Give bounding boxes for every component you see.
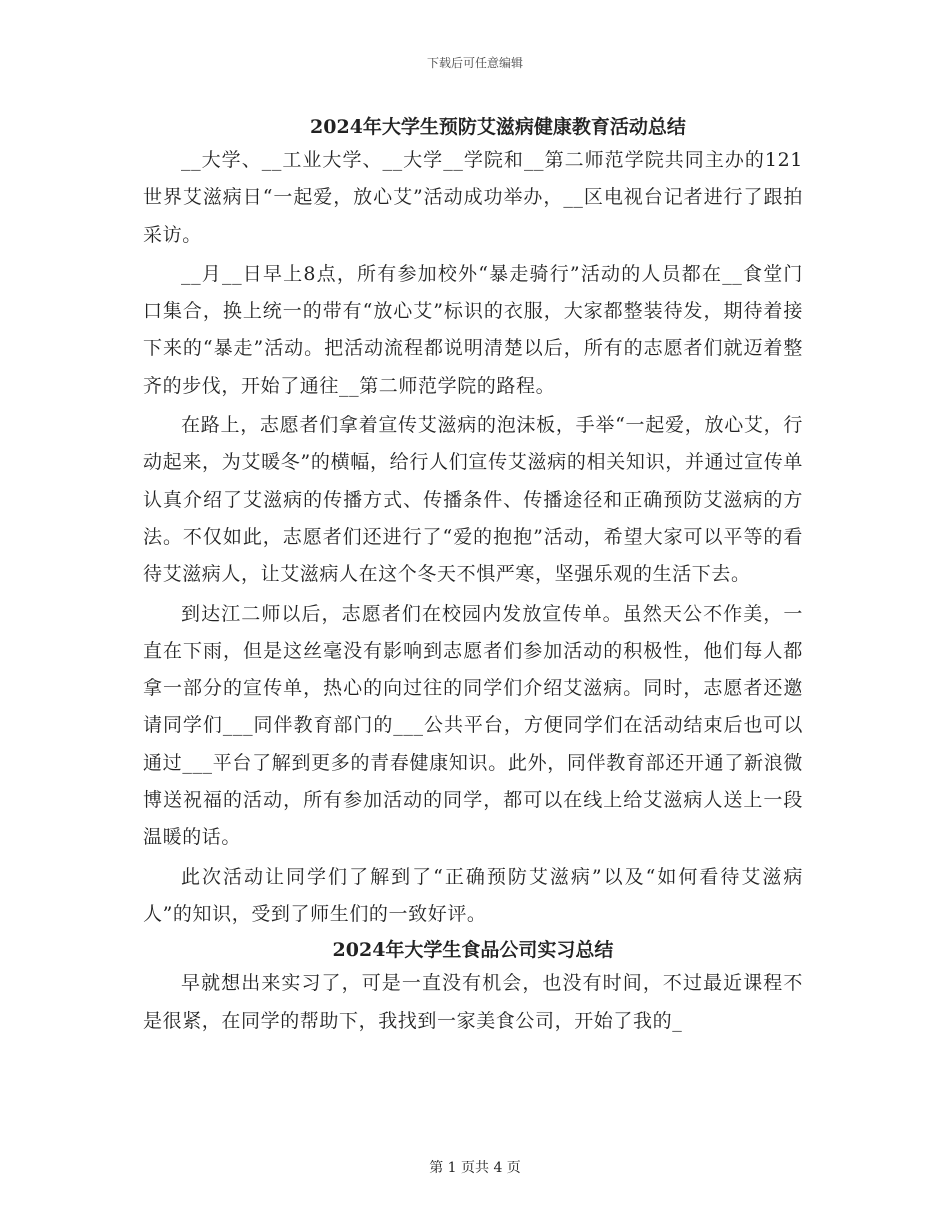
paragraph: 在路上，志愿者们拿着宣传艾滋病的泡沫板，手举“一起爱，放心艾，行动起来，为艾暖冬”的横幅，给行人们宣传艾滋病的相关知识，并通过宣传单认真介绍了艾滋病的传播方式、传播条件、传播途径和正确预防艾滋病的方法。不仅如此，志愿者们还进行了“爱的抱抱”活动，希望大家可以平等的看待艾滋病人，让艾滋病人在这个冬天不惧严寒，坚强乐观的生活下去。: [143, 414, 803, 586]
paragraph: 到达江二师以后，志愿者们在校园内发放宣传单。虽然天公不作美，一直在下雨，但是这丝毫没有影响到志愿者们参加活动的积极性，他们每人都拿一部分的宣传单，热心的向过往的同学们介绍艾滋病。同时，志愿者还邀请同学们___同伴教育部门的___公共平台，方便同学们在活动结束后也可以通过___平台了解到更多的青春健康知识。此外，同伴教育部还开通了新浪微博送祝福的活动，所有参加活动的同学，都可以在线上给艾滋病人送上一段温暖的话。: [143, 602, 803, 849]
page-footer: 第 1 页共 4 页: [429, 1160, 521, 1176]
document-body: [143, 112, 803, 1040]
paragraph: 早就想出来实习了，可是一直没有机会，也没有时间，不过最近课程不是很紧，在同学的帮助下，我找到一家美食公司，开始了我的_: [143, 972, 803, 1032]
page-header: 下载后可任意编辑: [426, 56, 523, 70]
article-title: 2024年大学生预防艾滋病健康教育活动总结: [310, 116, 686, 138]
paragraph: __大学、__工业大学、__大学__学院和__第二师范学院共同主办的121世界艾滋病日“一起爱，放心艾”活动成功举办，__区电视台记者进行了跟拍采访。: [143, 149, 803, 246]
paragraph: __月__日早上8点，所有参加校外“暴走骑行”活动的人员都在__食堂门口集合，换上统一的带有“放心艾”标识的衣服，大家都整装待发，期待着接下来的“暴走”活动。把活动流程都说明清楚以后，所有的志愿者们就迈着整齐的步伐，开始了通往__第二师范学院的路程。: [143, 262, 803, 397]
article-title: 2024年大学生食品公司实习总结: [332, 939, 614, 962]
paragraph: 此次活动让同学们了解到了“正确预防艾滋病”以及“如何看待艾滋病人”的知识，受到了师生们的一致好评。: [143, 865, 803, 925]
